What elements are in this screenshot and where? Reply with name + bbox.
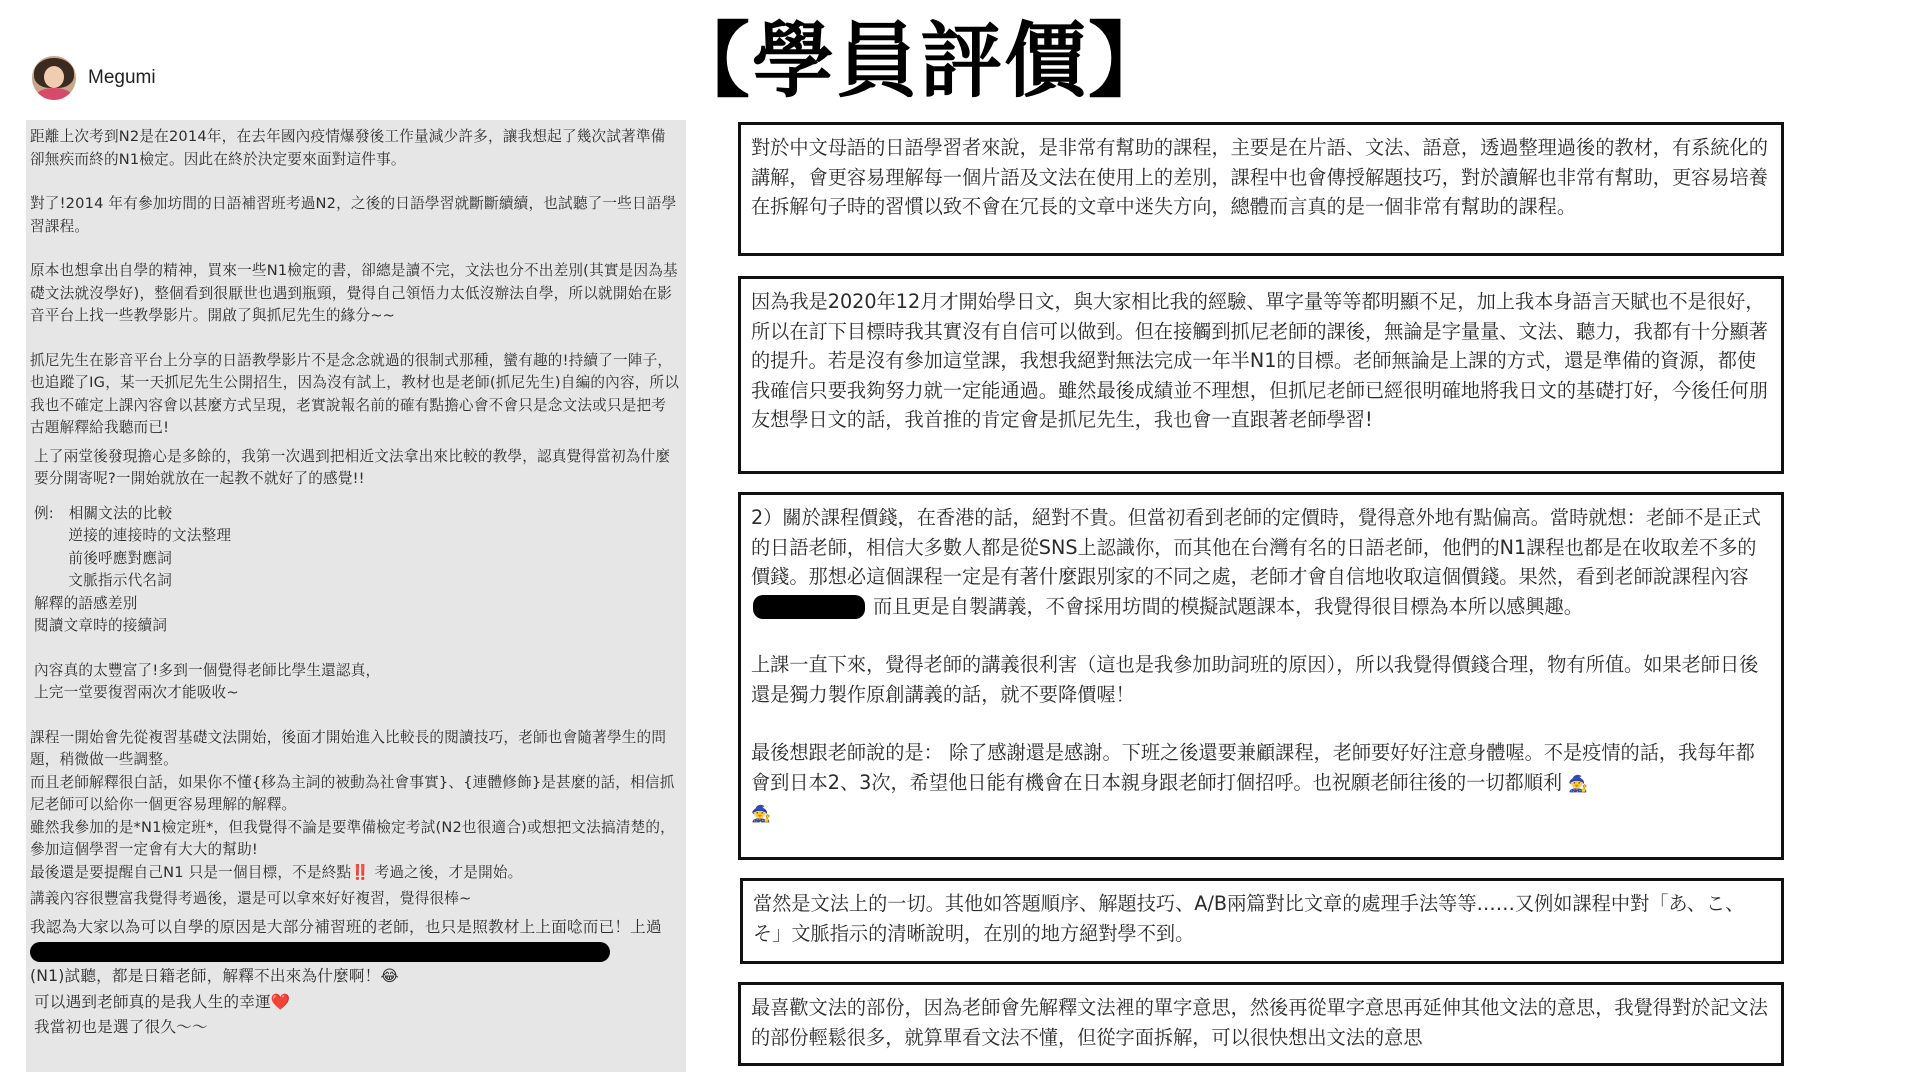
review-paragraph: 上了兩堂後發現擔心是多餘的，我第一次遇到把相近文法拿出來比較的教學，認真覺得當初為什麼要分開寄呢?一開始就放在一起教不就好了的感覺!! — [34, 447, 671, 487]
reviewer-name: Megumi — [88, 67, 156, 88]
review-text: 當然是文法上的一切。其他如答題順序、解題技巧、A/B兩篇對比文章的處理手法等等……又例如課程中對「あ、こ、そ」文脈指示的清晰說明，在別的地方絕對學不到。 — [753, 892, 1745, 945]
review-text: 2）關於課程價錢，在香港的話，絕對不貴。但當初看到老師的定價時，覺得意外地有點偏高。當時就想：老師不是正式的日語老師，相信大多數人都是從SNS上認識你，而其他在台灣有名的日語老師，他們的N1課程也都是在收取差不多的價錢。那想必這個課程一定是有著什麼跟別家的不同之處，老師才會自信地收取這個價錢。果然，看到老師說課程內容而且更是自製講義，不會採用坊間的模擬試題課本，我覺得很目標為本所以感興趣。 — [751, 506, 1761, 618]
review-paragraph: 對了!2014 年有參加坊間的日語補習班考過N2，之後的日語學習就斷斷續續，也試聽了一些日語學習課程。 — [30, 195, 677, 235]
review-screenshot-panel — [26, 120, 686, 1072]
review-text: 最喜歡文法的部份，因為老師會先解釋文法裡的單字意思，然後再從單字意思再延伸其他文法的意思，我覺得對於記文法的部份輕鬆很多，就算單看文法不懂，但從字面拆解，可以很快想出文法的意思 — [751, 996, 1768, 1049]
review-text: 對於中文母語的日語學習者來說，是非常有幫助的課程，主要是在片語、文法、語意，透過整理過後的教材，有系統化的講解，會更容易理解每一個片語及文法在使用上的差別，課程中也會傳授解題技巧，對於讀解也非常有幫助，更容易培養在拆解句子時的習慣以致不會在冗長的文章中迷失方向，總體而言真的是一個非常有幫助的課程。 — [751, 136, 1768, 218]
example-list: 例: 相關文法的比較 逆接的連接時的文法整理 前後呼應對應詞 文脈指示代名詞 解釋的語感差別 閱讀文章時的接續詞 — [34, 504, 232, 634]
redaction-mark — [30, 942, 610, 962]
review-paragraph: 內容真的太豐富了!多到一個覺得老師比學生還認真， 上完一堂要復習兩次才能吸收~ — [34, 661, 381, 701]
review-box-4 — [740, 878, 1784, 964]
review-paragraph: (N1)試聽，都是日籍老師，解釋不出來為什麼啊！😂 — [30, 966, 399, 985]
reviewer-profile — [32, 56, 156, 100]
wizard-emoji-icon: 🧙 — [1568, 773, 1589, 793]
redaction-mark — [753, 595, 865, 619]
review-box-3 — [738, 492, 1784, 860]
review-text: 上課一直下來，覺得老師的講義很利害（這也是我參加助詞班的原因），所以我覺得價錢合理，物有所值。如果老師日後還是獨力製作原創講義的話，就不要降價喔！ — [751, 653, 1759, 706]
review-text: 最後想跟老師說的是： 除了感謝還是感謝。下班之後還要兼顧課程，老師要好好注意身體喔。不是疫情的話，我每年都會到日本2、3次，希望他日能有機會在日本親身跟老師打個招呼。也祝願老師往後的一切都順利 🧙 🧙 — [751, 741, 1755, 823]
review-paragraph: 我當初也是選了很久～～ — [34, 1017, 208, 1036]
review-text: 因為我是2020年12月才開始學日文，與大家相比我的經驗、單字量等等都明顯不足，加上我本身語言天賦也不是很好，所以在訂下目標時我其實沒有自信可以做到。但在接觸到抓尼老師的課後，無論是字量量、文法、聽力，我都有十分顯著的提升。若是沒有參加這堂課，我想我絕對無法完成一年半N1的目標。老師無論是上課的方式，還是準備的資源，都使我確信只要我夠努力就一定能通過。雖然最後成績並不理想，但抓尼老師已經很明確地將我日文的基礎打好，今後任何朋友想學日文的話，我首推的肯定會是抓尼先生，我也會一直跟著老師學習! — [751, 290, 1768, 431]
review-paragraph: 課程一開始會先從複習基礎文法開始，後面才開始進入比較長的閱讀技巧，老師也會隨著學生的問題，稍微做一些調整。 而且老師解釋很白話，如果你不懂{移為主詞的被動為社會事實}、{連體修飾}是甚麼的話，相信抓尼老師可以給你一個更容易理解的解釋。 雖然我參加的是*N1檢定班*，但我覺得不論是要準備檢定考試(N2也很適合)或想把文法搞清楚的，參加這個學習一定會有大大的幫助! 最後還是要提醒自己N1 只是一個目標，不是終點‼️ 考過之後，才是開始。 — [30, 728, 675, 881]
review-box-1 — [738, 122, 1784, 256]
review-paragraph: 講義內容很豐富我覺得考過後，還是可以拿來好好複習，覺得很棒~ — [30, 890, 472, 907]
review-paragraph: 可以遇到老師真的是我人生的幸運❤️ — [34, 993, 291, 1011]
review-box-2 — [738, 276, 1784, 474]
review-paragraph: 我認為大家以為可以自學的原因是大部分補習班的老師，也只是照教材上上面唸而已！上過 — [30, 915, 680, 965]
review-paragraph: 抓尼先生在影音平台上分享的日語教學影片不是念念就過的很制式那種，蠻有趣的!持續了一陣子，也追蹤了IG，某一天抓尼先生公開招生，因為沒有試上，教材也是老師(抓尼先生)自編的內容，所以我也不確定上課內容會以甚麼方式呈現，老實說報名前的確有點擔心會不會只是念文法或只是把考古題解釋給我聽而已! — [30, 351, 680, 436]
review-paragraph: 原本也想拿出自學的精神，買來一些N1檢定的書，卻總是讀不完，文法也分不出差別(其實是因為基礎文法就沒學好)，整個看到很厭世也遇到瓶頸，覺得自己領悟力太低沒辦法自學，所以就開始在影音平台上找一些教學影片。開啟了與抓尼先生的緣分~~ — [30, 262, 678, 324]
page-title: 【學員評價】 — [667, 12, 1172, 109]
review-paragraph: 距離上次考到N2是在2014年，在去年國內疫情爆發後工作量減少許多，讓我想起了幾次試著準備卻無疾而終的N1檢定。因此在終於決定要來面對這件事。 — [30, 128, 666, 168]
wizard-emoji-icon: 🧙 — [751, 804, 771, 823]
avatar — [32, 56, 76, 100]
review-box-5 — [738, 982, 1784, 1066]
